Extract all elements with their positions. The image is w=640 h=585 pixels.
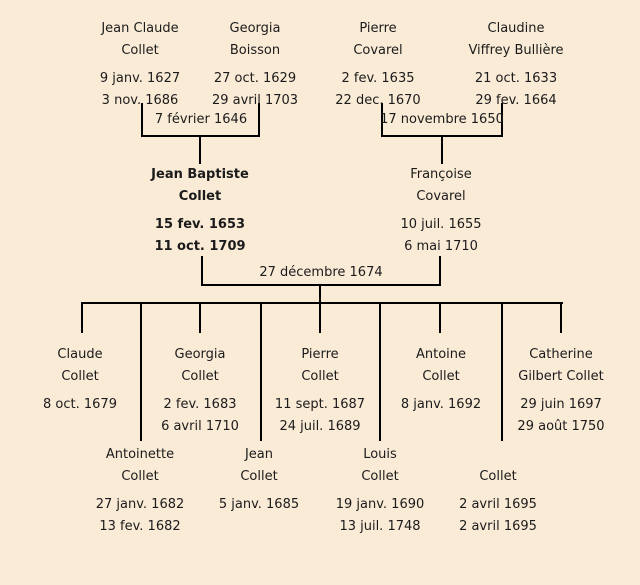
marriage-date-label-left[interactable]: 7 février 1646	[154, 112, 248, 127]
person-name-line1: Françoise	[410, 167, 472, 182]
birth-date: 19 janv. 1690	[335, 497, 425, 512]
person-name-line1: Pierre	[301, 347, 339, 362]
person-name-line1	[423, 444, 573, 466]
tree-line-children-bus	[81, 302, 563, 304]
person-name-line2: Boisson	[229, 43, 281, 58]
person-name-line2: Collet	[61, 369, 99, 384]
person-name-line1: Catherine	[529, 347, 593, 362]
person-name-line2: Collet	[479, 469, 517, 484]
death-date: 11 oct. 1709	[154, 239, 246, 254]
birth-date: 15 fev. 1653	[154, 217, 246, 232]
person-name-line2: Collet	[181, 369, 219, 384]
birth-date: 11 sept. 1687	[274, 397, 366, 412]
death-date: 2 avril 1695	[459, 519, 537, 534]
person-name-line1: Claudine	[487, 21, 545, 36]
person-node-francoise-covarel[interactable]	[366, 164, 516, 258]
tree-line-stem-francoise	[439, 256, 441, 286]
person-name-line2: Collet	[240, 469, 278, 484]
person-name-line2: Covarel	[416, 189, 466, 204]
person-name-line1: Jean Baptiste	[151, 167, 249, 182]
person-name-line1: Jean Claude	[101, 21, 179, 36]
person-name-line2: Covarel	[353, 43, 403, 58]
tree-line-bracket-marriage-center	[201, 284, 441, 286]
person-name-line1: Georgia	[174, 347, 226, 362]
birth-date: 27 janv. 1682	[95, 497, 185, 512]
death-date: 29 fev. 1664	[475, 93, 557, 108]
tree-line-stem-antoine	[439, 303, 441, 333]
death-date: 6 mai 1710	[404, 239, 478, 254]
birth-date: 21 oct. 1633	[474, 71, 558, 86]
marriage-date-label-right[interactable]: 17 novembre 1650	[380, 112, 504, 127]
person-name-line1: Jean	[244, 447, 274, 462]
person-name-line2: Gilbert Collet	[518, 369, 604, 384]
death-date: 6 avril 1710	[161, 419, 239, 434]
death-date: 24 juil. 1689	[279, 419, 361, 434]
person-node-jean-baptiste-collet[interactable]	[125, 164, 275, 258]
person-name-line2: Collet	[178, 189, 222, 204]
person-name-line2: Collet	[121, 469, 159, 484]
birth-date: 10 juil. 1655	[400, 217, 482, 232]
death-date: 29 août 1750	[517, 419, 605, 434]
death-date: 3 nov. 1686	[101, 93, 179, 108]
person-name-line2: Collet	[301, 369, 339, 384]
tree-line-stem-claude	[81, 303, 83, 333]
person-name-line2: Collet	[361, 469, 399, 484]
death-date: 13 fev. 1682	[99, 519, 181, 534]
person-name-line1: Claude	[57, 347, 103, 362]
tree-line-drop-marriage-left	[199, 136, 201, 164]
person-node-pierre-covarel[interactable]	[303, 18, 453, 112]
birth-date: 2 fev. 1635	[341, 71, 415, 86]
person-node-unnamed-collet[interactable]	[423, 444, 573, 538]
birth-date: 2 fev. 1683	[163, 397, 237, 412]
birth-date: 27 oct. 1629	[213, 71, 297, 86]
tree-line-drop-marriage-right	[441, 136, 443, 164]
person-node-claudine-viffrey-bulliere[interactable]	[441, 18, 591, 112]
birth-date: 5 janv. 1685	[218, 497, 300, 512]
birth-date: 9 janv. 1627	[99, 71, 181, 86]
person-name-line1: Georgia	[229, 21, 281, 36]
tree-line-stem-pierre-collet	[319, 303, 321, 333]
death-date: 13 juil. 1748	[339, 519, 421, 534]
person-name-line2: Viffrey Bullière	[468, 43, 564, 58]
person-name-line1: Pierre	[359, 21, 397, 36]
death-date: 22 dec. 1670	[335, 93, 421, 108]
person-name-line1: Antoinette	[105, 447, 175, 462]
marriage-date-label-center[interactable]: 27 décembre 1674	[259, 265, 383, 280]
tree-line-stem-jean-baptiste	[201, 256, 203, 286]
tree-line-stem-georgia-collet	[199, 303, 201, 333]
person-name-line2: Collet	[422, 369, 460, 384]
tree-line-stem-catherine	[560, 303, 562, 333]
person-name-line2: Collet	[121, 43, 159, 58]
birth-date: 2 avril 1695	[459, 497, 537, 512]
birth-date: 29 juin 1697	[520, 397, 602, 412]
birth-date: 8 oct. 1679	[43, 397, 117, 412]
death-date: 29 avril 1703	[211, 93, 299, 108]
person-name-line1: Louis	[363, 447, 397, 462]
birth-date: 8 janv. 1692	[400, 397, 482, 412]
person-node-catherine-gilbert-collet[interactable]	[486, 344, 636, 438]
person-name-line1: Antoine	[415, 347, 467, 362]
